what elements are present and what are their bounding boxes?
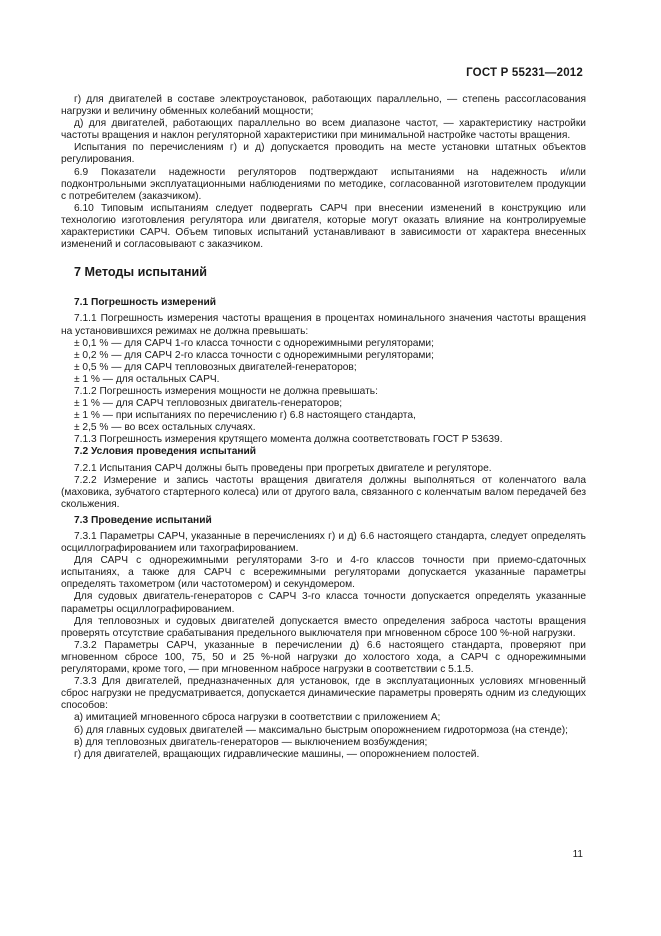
list-item: ± 0,5 % — для САРЧ тепловозных двигателей-генераторов; (74, 361, 357, 373)
list-item: ± 0,2 % — для САРЧ 2-го класса точности с однорежимными регуляторами; (74, 349, 434, 361)
paragraph: 6.9 Показатели надежности регуляторов подтверждают испытаниями на надежность и/или подконтрольными эксплуатационными наблюдениями по методике, согласованной изготовителем продукции с потребителем (заказчиком). (61, 166, 586, 202)
paragraph: 7.2.1 Испытания САРЧ должны быть проведены при прогретых двигателе и регуляторе. (74, 462, 492, 474)
list-item: ± 1 % — при испытаниях по перечислению г) 6.8 настоящего стандарта, (74, 410, 416, 422)
list-item: б) для главных судовых двигателей — максимально быстрым опорожнением гидротормоза (на стенде); (74, 724, 568, 736)
subsection-heading: 7.2 Условия проведения испытаний (74, 446, 257, 458)
paragraph: г) для двигателей в составе электроустановок, работающих параллельно, — степень рассогласования нагрузки и величину обменных колебаний мощности; (61, 94, 586, 118)
subsection-heading: 7.3 Проведение испытаний (74, 514, 212, 526)
paragraph: Для САРЧ с однорежимными регуляторами 3-го и 4-го классов точности при приемо-сдаточных испытаниях, а также для САРЧ с всережимными регуляторами допускается указанные параметры определять тахометром (или частотомером) и секундомером. (61, 555, 586, 591)
list-item: а) имитацией мгновенного сброса нагрузки в соответствии с приложением А; (74, 712, 441, 724)
paragraph: 7.1.1 Погрешность измерения частоты вращения в процентах номинального значения частоты вращения на установившихся режимах не должна превышать: (61, 313, 586, 337)
paragraph: д) для двигателей, работающих параллельно во всем диапазоне частот, — характеристику настройки частоты вращения и наклон регуляторной характеристики при минимальной настройке частоты вращения. (61, 118, 586, 142)
paragraph: 7.2.2 Измерение и запись частоты вращения двигателя должны выполняться от коленчатого вала (маховика, зубчатого стартерного колеса) или от другого вала, связанного с коленчатым валом передачей без скольжения. (61, 474, 586, 510)
paragraph: 7.3.1 Параметры САРЧ, указанные в перечислениях г) и д) 6.6 настоящего стандарта, следует определять осциллографированием или тахографированием. (61, 531, 586, 555)
list-item: ± 0,1 % — для САРЧ 1-го класса точности с однорежимными регуляторами; (74, 337, 434, 349)
subsection-heading: 7.1 Погрешность измерений (74, 297, 216, 309)
list-item: в) для тепловозных двигатель-генераторов — выключением возбуждения; (74, 736, 428, 748)
paragraph: 6.10 Типовым испытаниям следует подвергать САРЧ при внесении изменений в конструкцию или технологию изготовления регулятора или двигателя, которые могут оказать влияние на контролируемые характеристики САРЧ. Объем типовых испытаний устанавливают в зависимости от характера внесенных изменений и согласовывают с заказчиком. (61, 202, 586, 251)
section-heading: 7 Методы испытаний (74, 265, 207, 280)
paragraph: 7.3.3 Для двигателей, предназначенных для установок, где в эксплуатационных условиях мгновенный сброс нагрузки не предусматривается, допускается динамические параметры проверять одним из следующих способов: (61, 676, 586, 712)
paragraph: 7.3.2 Параметры САРЧ, указанные в перечислении д) 6.6 настоящего стандарта, проверяют при мгновенном сбросе 100, 75, 50 и 25 %-ной нагрузки до холостого хода, а САРЧ с однорежимными регуляторами, кроме того, — при мгновенном набросе нагрузки в соответствии с 5.1.5. (61, 639, 586, 676)
page-content (61, 94, 586, 761)
paragraph: Испытания по перечислениям г) и д) допускается проводить на месте установки штатных объектов регулирования. (61, 142, 586, 166)
standard-header: ГОСТ Р 55231—2012 (466, 67, 583, 79)
list-item: ± 1 % — для остальных САРЧ. (74, 373, 220, 385)
list-item: ± 1 % — для САРЧ тепловозных двигатель-генераторов; (74, 398, 343, 410)
list-item: г) для двигателей, вращающих гидравлические машины, — опорожнением полостей. (74, 748, 480, 760)
page-number: 11 (572, 849, 583, 860)
list-item: ± 2,5 % — во всех остальных случаях. (74, 422, 256, 434)
paragraph: Для тепловозных и судовых двигателей допускается вместо определения заброса частоты вращения проверять отсутствие срабатывания предельного выключателя при мгновенном сбросе 100 %-ной нагрузки. (61, 615, 586, 639)
paragraph: 7.1.3 Погрешность измерения крутящего момента должна соответствовать ГОСТ Р 53639. (74, 434, 503, 446)
paragraph: 7.1.2 Погрешность измерения мощности не должна превышать: (74, 385, 378, 397)
paragraph: Для судовых двигатель-генераторов с САРЧ 3-го класса точности допускается определять указанные параметры осциллографированием. (61, 591, 586, 615)
